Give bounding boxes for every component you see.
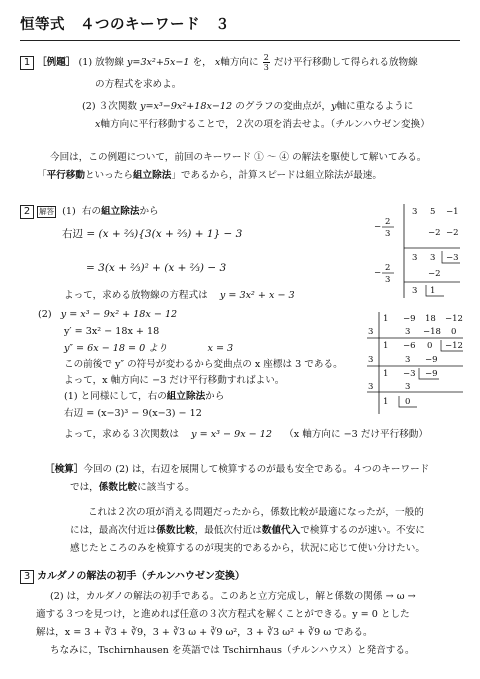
s1-div1-num: 2 xyxy=(385,217,391,227)
p1-fraction: $\frac{2}{3}$ xyxy=(263,53,269,72)
p1-line2: の方程式を求めよ。 xyxy=(95,79,182,90)
s2-row4-c0: 3 xyxy=(405,355,411,365)
s2-row3-c1: −6 xyxy=(403,341,416,351)
s1-row3-c0: 3 xyxy=(412,253,418,263)
s2-line4: この前後で y″ の符号が変わるから変曲点の x 座標は 3 である。 xyxy=(64,359,343,370)
s2-eq1: (2) y = x³ − 9x² + 18x − 12 xyxy=(38,309,178,320)
s1-row5-c0: 3 xyxy=(412,286,418,296)
s1-row4-c0: −2 xyxy=(428,269,441,279)
section3-heading: カルダノの解法の初手（チルンハウゼン変換） xyxy=(37,571,245,582)
answer-badge: 解答 xyxy=(39,207,55,216)
s2-row7-c1: 0 xyxy=(405,397,411,407)
intro-line2: 「平行移動といったら組立除法」であるから，計算スピードは組立除法が最速。 xyxy=(37,170,382,181)
s2-row2-c1: −18 xyxy=(423,327,441,337)
s1-div1-sign: − xyxy=(374,222,382,232)
s2-row2-c2: 0 xyxy=(451,327,457,337)
s1-row5-c1: 1 xyxy=(430,286,436,296)
section2-number: 2 xyxy=(20,205,34,219)
s1-row1-c2: −1 xyxy=(446,207,459,217)
s2-row5-c1: −3 xyxy=(403,369,416,379)
s2-row1-c0: 1 xyxy=(383,314,389,324)
check-line5: 感じたところのみを検算するのが現実的であるから，状況に応じて使い分けたい。 xyxy=(70,543,425,554)
s2-line7: 右辺 = (x−3)³ − 9(x−3) − 12 xyxy=(64,408,202,419)
section3-header xyxy=(20,570,245,584)
s2-row2-c0: 3 xyxy=(405,327,411,337)
s2-d2: 3 xyxy=(368,355,374,365)
s2-row5-c2: −9 xyxy=(425,369,438,379)
s3-line3: 解は，x = 3 + ∛3 + ∛9，3 + ∛3 ω + ∛9 ω²，3 + ∛3 ω² + ∛9 ω である。 xyxy=(36,627,373,638)
s2-line8: よって，求める３次関数は y = x³ − 9x − 12 （x 軸方向に −3 だけ平行移動） xyxy=(64,429,428,440)
p1-text-a: 放物線 xyxy=(95,57,124,68)
s2-eq2: y′ = 3x² − 18x + 18 xyxy=(64,326,160,337)
s1-eq2: = 3(x + ⅔)² + (x + ⅔) − 3 xyxy=(86,262,227,274)
p1-number: (1) xyxy=(78,57,93,68)
section1-number: 1 xyxy=(20,56,34,70)
example-label: ［例題］ xyxy=(37,57,76,68)
s2-row6-c0: 3 xyxy=(405,382,411,392)
s2-row7-c0: 1 xyxy=(383,397,389,407)
s2-d3: 3 xyxy=(368,382,374,392)
p1-axis: x xyxy=(214,57,221,68)
s1-row1-c1: 5 xyxy=(430,207,436,217)
p2-equation: y=x³−9x²+18x−12 xyxy=(140,101,233,112)
s2-row1-c3: −12 xyxy=(445,314,463,324)
s2-eq3: y″ = 6x − 18 = 0 より x = 3 xyxy=(64,343,234,354)
s1-row3-c2: −3 xyxy=(446,253,459,263)
s2-d1: 3 xyxy=(368,327,374,337)
check-line1: ［検算］今回の (2) は，右辺を展開して検算するのが最も安全である。４つのキーワード xyxy=(45,464,430,475)
s1-row2-c1: −2 xyxy=(446,228,459,238)
p2-line2: x軸方向に平行移動することで，２次の項を消去せよ。（チルンハウゼン変換） xyxy=(95,119,430,130)
title-rule xyxy=(20,40,460,41)
s1-eq1: 右辺 = (x + ⅔){3(x + ⅔) + 1} − 3 xyxy=(62,228,243,240)
s2-row1-c2: 18 xyxy=(425,314,436,324)
section1-header xyxy=(20,53,418,72)
p1-equation: y=3x²+5x−1 xyxy=(127,57,190,68)
check-line4: には，最高次付近は係数比較，最低次付近は数値代入で検算するのが速い。不安に xyxy=(70,525,425,536)
s2-line5: よって，x 軸方向に −3 だけ平行移動すればよい。 xyxy=(64,375,285,386)
p1-text-d: だけ平行移動して得られる放物線 xyxy=(273,57,418,68)
section3-number: 3 xyxy=(20,570,34,584)
page-title: 恒等式 ４つのキーワード ３ xyxy=(20,17,230,33)
section2-header: 2 解答 (1) 右の組立除法から xyxy=(20,205,159,219)
s1-div2-den: 3 xyxy=(385,275,391,285)
s1-conclusion: よって，求める放物線の方程式は y = 3x² + x − 3 xyxy=(64,290,295,301)
s1-div2-sign: − xyxy=(374,268,382,278)
s1-row1-c0: 3 xyxy=(412,207,418,217)
s1-row2-c0: −2 xyxy=(428,228,441,238)
check-line3: これは２次の項が消える問題だったから，係数比較が最適になったが，一般的 xyxy=(88,507,424,518)
p2-line1: (2) ３次関数 y=x³−9x²+18x−12 のグラフの変曲点が，y軸に重なるように xyxy=(82,101,414,112)
synthetic-division-1 xyxy=(368,202,464,302)
s3-line2: 適する３つを見つけ，と進めれば任意の３次方程式を解くことができる。y = 0 とした xyxy=(36,609,410,620)
s1-row3-c1: 3 xyxy=(430,253,436,263)
s2-row3-c0: 1 xyxy=(383,341,389,351)
p1-text-c: 軸方向に xyxy=(220,57,259,68)
s1-div1-den: 3 xyxy=(385,229,391,239)
s2-line6: (1) と同様にして，右の組立除法から xyxy=(64,391,225,402)
check-line2: では，係数比較に該当する。 xyxy=(70,482,195,493)
s2-row5-c0: 1 xyxy=(383,369,389,379)
s2-row1-c1: −9 xyxy=(403,314,416,324)
s2-row3-c3: −12 xyxy=(445,341,463,351)
intro-line1: 今回は，この例題について，前回のキーワード ① 〜 ④ の解法を駆使して解いてみる。 xyxy=(50,152,427,163)
s3-line1: (2) は，カルダノの解法の初手である。このあと立方完成し，解と係数の関係 → ω → xyxy=(50,591,416,602)
s1-div2-num: 2 xyxy=(385,263,391,273)
s2-row3-c2: 0 xyxy=(427,341,433,351)
synthetic-division-2 xyxy=(363,310,467,418)
s3-line4: ちなみに，Tschirnhausen を英語では Tschirnhaus（チルンハウス）と発音する。 xyxy=(50,645,415,656)
p1-text-b: を， xyxy=(192,57,212,68)
s2-row4-c1: −9 xyxy=(425,355,438,365)
